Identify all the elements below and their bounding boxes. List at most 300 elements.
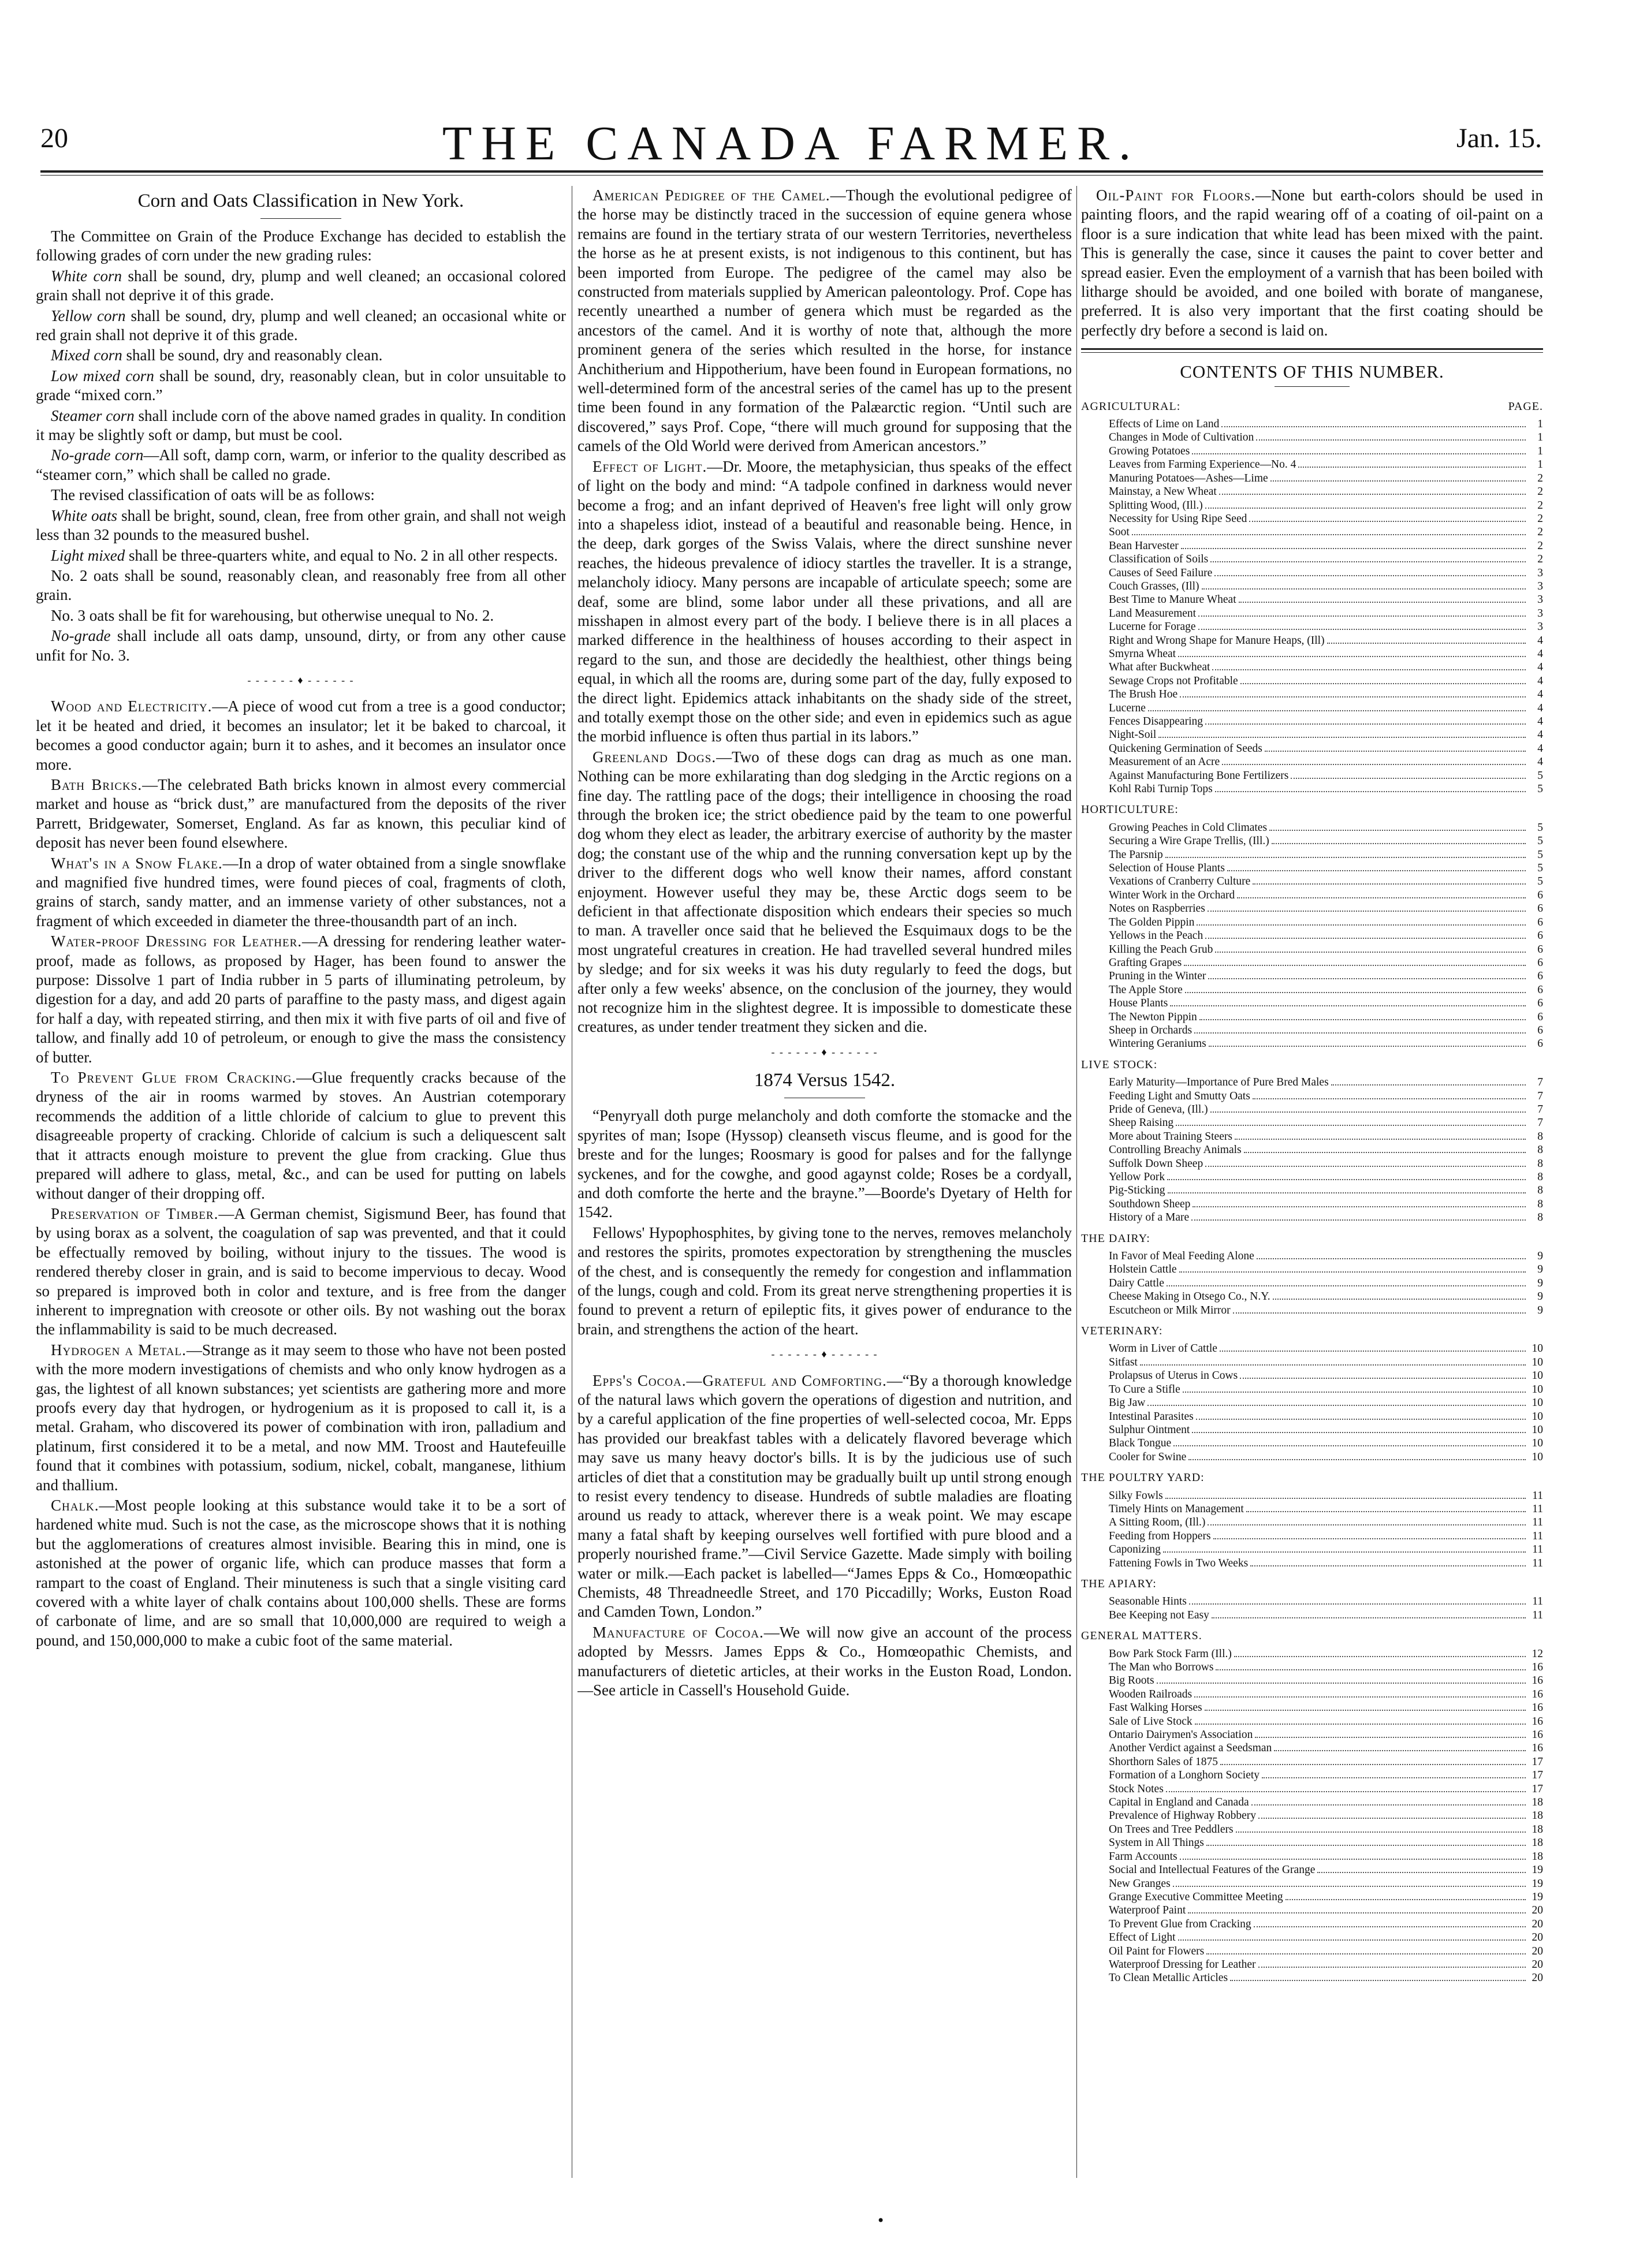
- dot-leader: [1205, 938, 1526, 939]
- contents-entry: [1081, 956, 1543, 969]
- entry-page: 16: [1532, 1661, 1543, 1673]
- entry-page: 10: [1532, 1437, 1543, 1450]
- entry-title: Necessity for Using Ripe Seed: [1109, 512, 1247, 525]
- dot-leader: [1235, 1139, 1526, 1140]
- contents-entry: [1081, 1782, 1543, 1796]
- entry-title: Securing a Wire Grape Trellis, (Ill.): [1109, 835, 1269, 848]
- item-title: Preservation of Timber.: [51, 1204, 219, 1222]
- entry-page: 6: [1537, 997, 1543, 1010]
- contents-entry: [1081, 1342, 1543, 1355]
- article-paragraph: “Penyryall doth purge melancholy and doth comforte the stomacke and the spyrites of man; Isope (Hyssop) cleanseth viscus fleume, and is good for the breste and for the lunges; Roosmary is good for palses and for the fallynge syckenes, and for the cowghe, and good agaynst colde; Roses be a cordyall, and doth comforte the herte and the brayne.”—Boorde's Dyetary of Helth for 1542.: [577, 1107, 1072, 1221]
- contents-entry: [1081, 688, 1543, 701]
- heading-rule: [260, 218, 341, 219]
- dot-leader: [1188, 1459, 1526, 1460]
- contents-entry: [1081, 1383, 1543, 1396]
- dot-leader: [1179, 1271, 1526, 1273]
- news-item: [36, 932, 566, 1067]
- entry-page: 18: [1532, 1823, 1543, 1836]
- section-name: THE POULTRY YARD:: [1081, 1471, 1205, 1484]
- entry-page: 8: [1537, 1184, 1543, 1197]
- news-item: [36, 1496, 566, 1650]
- dot-leader: [1220, 1351, 1526, 1352]
- contents-entry: [1081, 1769, 1543, 1782]
- dot-leader: [1265, 751, 1526, 752]
- entry-title: A Sitting Room, (Ill.): [1109, 1516, 1206, 1529]
- entry-title: Early Maturity—Importance of Pure Bred Males: [1109, 1076, 1329, 1089]
- page-column-label: PAGE.: [1508, 400, 1543, 413]
- item-text: —The celebrated Bath bricks known in almost every commercial market and house as “brick dust,” are manufactured from the deposits of the river Parrett, Bridgewater, Somerset, England. As far as known, this peculiar kind of deposit has never been found elsewhere.: [36, 775, 566, 852]
- entry-title: Fattening Fowls in Two Weeks: [1109, 1557, 1249, 1569]
- contents-entry: [1081, 1450, 1543, 1464]
- entry-page: 18: [1532, 1837, 1543, 1849]
- contents-entry: [1081, 1277, 1543, 1290]
- contents-entry: [1081, 1024, 1543, 1037]
- dot-leader: [1157, 1683, 1526, 1684]
- dot-leader: [1244, 1152, 1526, 1153]
- contents-entry: [1081, 1688, 1543, 1701]
- dot-leader: [1222, 764, 1526, 765]
- contents-entry: [1081, 834, 1543, 848]
- contents-entry: [1081, 1755, 1543, 1769]
- dot-leader: [1181, 548, 1526, 549]
- dot-leader: [1184, 965, 1526, 966]
- contents-entry: [1081, 1728, 1543, 1741]
- contents-entry: [1081, 1877, 1543, 1890]
- dot-leader: [1166, 1791, 1526, 1792]
- contents-section: [1081, 1322, 1543, 1341]
- dot-leader: [1258, 1818, 1526, 1819]
- dot-leader: [1240, 683, 1526, 684]
- entry-title: The Brush Hoe: [1109, 688, 1178, 701]
- dot-leader: [1194, 1696, 1526, 1698]
- entry-title: Ontario Dairymen's Association: [1109, 1729, 1253, 1741]
- paragraph-text: shall be bright, sound, clean, free from other grain, and shall not weigh less than 32 pounds to the measured bushel.: [36, 506, 566, 544]
- entry-title: To Cure a Stifle: [1109, 1383, 1180, 1396]
- entry-title: Worm in Liver of Cattle: [1109, 1342, 1217, 1355]
- contents-entry: [1081, 1211, 1543, 1224]
- paragraph-text: —All soft, damp corn, warm, or inferior to the quality described as “steamer corn,” which shall be called no grade.: [36, 446, 566, 483]
- item-text: —In a drop of water obtained from a single snowflake and magnified five hundred times, were found pieces of coal, fragments of cloth, grains of starch, sandy matter, and an immense variety of other substances, not a fragment of which exceeded in diameter the three-thousandth part of an inch.: [36, 854, 566, 930]
- entry-title: To Prevent Glue from Cracking: [1109, 1918, 1251, 1930]
- article-heading: Corn and Oats Classification in New York.: [137, 191, 464, 211]
- contents-entry: [1081, 1037, 1543, 1050]
- dot-leader: [1173, 1445, 1526, 1446]
- paragraph-text: The Committee on Grain of the Produce Exchange has decided to establish the following grades of corn under the new grading rules:: [36, 227, 566, 264]
- dot-leader: [1140, 1364, 1526, 1366]
- entry-page: 3: [1537, 594, 1543, 606]
- entry-page: 4: [1537, 647, 1543, 660]
- entry-page: 10: [1532, 1423, 1543, 1436]
- dot-leader: [1188, 1912, 1526, 1913]
- dot-leader: [1257, 1258, 1526, 1259]
- entry-title: Formation of a Longhorn Society: [1109, 1769, 1260, 1782]
- dot-leader: [1148, 710, 1526, 711]
- entry-title: Sheep Raising: [1109, 1117, 1174, 1129]
- entry-page: 4: [1537, 688, 1543, 701]
- entry-title: Grange Executive Committee Meeting: [1109, 1890, 1283, 1903]
- dot-leader: [1163, 1551, 1526, 1553]
- paragraph-text: shall be sound, dry, plump and well cleaned; an occasional colored grain shall not deprive it of this grade.: [36, 267, 566, 304]
- entry-title: Southdown Sheep: [1109, 1198, 1191, 1210]
- entry-page: 5: [1537, 769, 1543, 782]
- dot-leader: [1216, 1669, 1526, 1670]
- dot-leader: [1255, 1737, 1526, 1738]
- contents-rule: [1275, 386, 1350, 387]
- article-paragraph: [36, 346, 566, 365]
- dot-leader: [1193, 1206, 1526, 1207]
- dot-leader: [1199, 1019, 1526, 1020]
- contents-entry: [1081, 969, 1543, 983]
- item-title: Epps's Cocoa.—Grateful and Comforting.: [593, 1371, 887, 1389]
- dot-leader: [1250, 1565, 1526, 1566]
- entry-title: The Golden Pippin: [1109, 916, 1195, 928]
- entry-title: Right and Wrong Shape for Manure Heaps, (Ill): [1109, 634, 1325, 647]
- dot-leader: [1192, 453, 1526, 454]
- dot-leader: [1270, 480, 1526, 482]
- dot-leader: [1158, 737, 1526, 738]
- item-title: Bath Bricks.: [51, 775, 143, 793]
- entry-page: 4: [1537, 674, 1543, 687]
- contents-entry: [1081, 607, 1543, 620]
- entry-page: 19: [1532, 1877, 1543, 1890]
- entry-title: Sheep in Orchards: [1109, 1024, 1193, 1036]
- dot-leader: [1189, 1603, 1526, 1605]
- dot-leader: [1256, 439, 1526, 441]
- item-title: Wood and Electricity.: [51, 697, 213, 715]
- paragraph-text: shall be sound, dry, plump and well cleaned; an occasional white or red grain shall not deprive it of this grade.: [36, 307, 566, 344]
- entry-title: Farm Accounts: [1109, 1850, 1178, 1863]
- entry-page: 6: [1537, 1024, 1543, 1036]
- grade-name: Steamer corn: [51, 406, 135, 424]
- entry-page: 6: [1537, 1010, 1543, 1023]
- news-item: [36, 775, 566, 853]
- entry-page: 11: [1532, 1489, 1543, 1502]
- contents-entry: [1081, 1836, 1543, 1849]
- item-title: Chalk.: [51, 1497, 99, 1514]
- entry-title: New Granges: [1109, 1877, 1171, 1890]
- entry-page: 16: [1532, 1674, 1543, 1687]
- entry-page: 5: [1537, 848, 1543, 861]
- news-item: [577, 457, 1072, 747]
- contents-entry: [1081, 1971, 1543, 1984]
- entry-title: Controlling Breachy Animals: [1109, 1144, 1242, 1157]
- news-item: [577, 748, 1072, 1037]
- entry-page: 9: [1537, 1304, 1543, 1316]
- entry-page: 20: [1532, 1931, 1543, 1944]
- contents-entry: [1081, 485, 1543, 498]
- contents-entry: [1081, 889, 1543, 902]
- contents-entry: [1081, 1423, 1543, 1437]
- contents-entry: [1081, 458, 1543, 471]
- dot-leader: [1230, 1980, 1526, 1981]
- entry-page: 17: [1532, 1755, 1543, 1768]
- entry-title: Yellows in the Peach: [1109, 930, 1203, 942]
- entry-page: 4: [1537, 702, 1543, 714]
- entry-page: 4: [1537, 742, 1543, 755]
- contents-entry: [1081, 1904, 1543, 1917]
- contents-entry: [1081, 539, 1543, 553]
- contents-entry: [1081, 1609, 1543, 1622]
- entry-page: 5: [1537, 783, 1543, 796]
- dot-leader: [1212, 1617, 1526, 1618]
- contents-entry: [1081, 417, 1543, 431]
- dot-leader: [1212, 669, 1526, 670]
- dot-leader: [1168, 1192, 1526, 1193]
- entry-page: 2: [1537, 526, 1543, 539]
- paragraph-text: shall be sound, dry and reasonably clean.: [122, 346, 383, 364]
- article-paragraph: [36, 566, 566, 605]
- entry-title: Prevalence of Highway Robbery: [1109, 1810, 1257, 1822]
- dot-leader: [1215, 952, 1526, 953]
- entry-page: 2: [1537, 553, 1543, 566]
- contents-entry: [1081, 1701, 1543, 1714]
- entry-page: 20: [1532, 1904, 1543, 1917]
- contents-entry: [1081, 1823, 1543, 1836]
- dot-leader: [1191, 1219, 1526, 1221]
- entry-title: Winter Work in the Orchard: [1109, 889, 1235, 901]
- dot-leader: [1285, 1899, 1526, 1900]
- entry-title: More about Training Steers: [1109, 1130, 1232, 1143]
- article-heading: 1874 Versus 1542.: [754, 1070, 896, 1091]
- contents-entry: [1081, 1715, 1543, 1728]
- contents-entry: [1081, 1958, 1543, 1971]
- entry-page: 6: [1537, 916, 1543, 928]
- entry-page: 17: [1532, 1782, 1543, 1795]
- section-name: AGRICULTURAL:: [1081, 400, 1181, 413]
- dot-leader: [1180, 1859, 1526, 1860]
- entry-title: Growing Potatoes: [1109, 445, 1190, 457]
- contents-entry: [1081, 769, 1543, 782]
- dot-leader: [1194, 1032, 1526, 1034]
- dot-leader: [1237, 897, 1526, 898]
- dot-leader: [1196, 1419, 1526, 1420]
- entry-title: Pruning in the Winter: [1109, 970, 1206, 983]
- entry-title: Waterproof Paint: [1109, 1904, 1186, 1917]
- entry-page: 19: [1532, 1890, 1543, 1903]
- entry-page: 20: [1532, 1972, 1543, 1984]
- entry-page: 4: [1537, 661, 1543, 674]
- column-middle: [577, 186, 1072, 2178]
- contents-entry: [1081, 1103, 1543, 1116]
- entry-page: 6: [1537, 1038, 1543, 1050]
- entry-title: Escutcheon or Milk Mirror: [1109, 1304, 1231, 1316]
- entry-title: Causes of Seed Failure: [1109, 566, 1213, 579]
- footer-mark: •: [877, 2213, 885, 2229]
- contents-entry: [1081, 566, 1543, 580]
- entry-page: 11: [1532, 1530, 1543, 1542]
- entry-page: 11: [1532, 1609, 1543, 1621]
- dot-leader: [1167, 1179, 1526, 1180]
- dot-leader: [1239, 602, 1526, 603]
- dot-leader: [1253, 1098, 1526, 1099]
- entry-page: 3: [1537, 621, 1543, 633]
- entry-title: Fences Disappearing: [1109, 715, 1203, 728]
- entry-title: Splitting Wood, (Ill.): [1109, 499, 1203, 512]
- contents-entry: [1081, 1130, 1543, 1143]
- entry-title: Bean Harvester: [1109, 539, 1179, 552]
- contents-entry: [1081, 1437, 1543, 1450]
- entry-page: 3: [1537, 607, 1543, 620]
- entry-page: 17: [1532, 1769, 1543, 1782]
- dot-leader: [1206, 1845, 1526, 1846]
- contents-entry: [1081, 1143, 1543, 1157]
- entry-title: Against Manufacturing Bone Fertilizers: [1109, 769, 1289, 782]
- contents-entry: [1081, 1157, 1543, 1170]
- dot-leader: [1262, 1777, 1526, 1778]
- dot-leader: [1147, 1405, 1526, 1406]
- entry-page: 9: [1537, 1290, 1543, 1303]
- entry-title: Notes on Raspberries: [1109, 902, 1205, 915]
- entry-page: 8: [1537, 1171, 1543, 1183]
- entry-page: 4: [1537, 729, 1543, 741]
- dot-leader: [1205, 723, 1526, 725]
- entry-title: Timely Hints on Management: [1109, 1502, 1244, 1515]
- entry-title: Soot: [1109, 526, 1130, 539]
- dot-leader: [1291, 778, 1526, 779]
- contents-entry: [1081, 702, 1543, 715]
- paragraph-text: shall be sound, dry, reasonably clean, but in color unsuitable to grade “mixed corn.”: [36, 367, 566, 404]
- entry-page: 20: [1532, 1945, 1543, 1957]
- entry-page: 8: [1537, 1157, 1543, 1170]
- contents-entry: [1081, 1356, 1543, 1369]
- contents-entry: [1081, 1863, 1543, 1877]
- dot-leader: [1215, 791, 1526, 792]
- article-paragraph: [36, 227, 566, 266]
- entry-title: Wooden Railroads: [1109, 1688, 1193, 1700]
- contents-entry: [1081, 1304, 1543, 1317]
- dot-leader: [1258, 1967, 1526, 1968]
- entry-title: Land Measurement: [1109, 607, 1197, 620]
- entry-title: Couch Grasses, (Ill): [1109, 580, 1199, 592]
- entry-page: 1: [1537, 445, 1543, 457]
- dot-leader: [1272, 843, 1526, 844]
- header-rule-thin: [40, 175, 1543, 176]
- entry-page: 1: [1537, 458, 1543, 471]
- entry-page: 10: [1532, 1410, 1543, 1423]
- entry-page: 8: [1537, 1198, 1543, 1210]
- entry-page: 4: [1537, 715, 1543, 728]
- article-paragraph: [36, 486, 566, 505]
- contents-entry: [1081, 620, 1543, 633]
- dot-leader: [1170, 1005, 1526, 1006]
- entry-title: Fast Walking Horses: [1109, 1702, 1202, 1714]
- entry-page: 18: [1532, 1850, 1543, 1863]
- contents-entry: [1081, 848, 1543, 861]
- entry-title: Effect of Light: [1109, 1931, 1176, 1944]
- entry-title: Changes in Mode of Cultivation: [1109, 431, 1254, 444]
- entry-title: Night-Soil: [1109, 729, 1157, 741]
- entry-title: Best Time to Manure Wheat: [1109, 594, 1236, 606]
- entry-title: History of a Mare: [1109, 1211, 1190, 1224]
- entry-title: Waterproof Dressing for Leather: [1109, 1958, 1256, 1971]
- contents-entry: [1081, 1516, 1543, 1529]
- contents-entry: [1081, 1249, 1543, 1263]
- dot-leader: [1206, 1953, 1526, 1954]
- item-title: To Prevent Glue from Cracking.: [51, 1069, 297, 1087]
- dot-leader: [1183, 1392, 1526, 1393]
- dot-leader: [1327, 643, 1526, 644]
- contents-entry: [1081, 983, 1543, 997]
- dot-leader: [1202, 588, 1526, 590]
- dot-leader: [1165, 1498, 1526, 1499]
- contents-entry: [1081, 861, 1543, 875]
- entry-page: 8: [1537, 1144, 1543, 1157]
- dot-leader: [1246, 1511, 1526, 1512]
- dot-leader: [1165, 857, 1526, 858]
- entry-page: 16: [1532, 1688, 1543, 1700]
- contents-entry: [1081, 916, 1543, 929]
- news-item: [36, 1068, 566, 1203]
- paragraph-text: shall include all oats damp, unsound, dirty, or from any other cause unfit for No. 3.: [36, 627, 566, 664]
- news-item: [577, 186, 1072, 456]
- entry-page: 7: [1537, 1117, 1543, 1129]
- entry-title: Cooler for Swine: [1109, 1450, 1187, 1463]
- dot-leader: [1253, 883, 1526, 885]
- dot-leader: [1198, 629, 1526, 630]
- entry-page: 2: [1537, 486, 1543, 498]
- contents-entry: [1081, 1396, 1543, 1409]
- article-paragraph: [36, 626, 566, 665]
- item-text: —Strange as it may seem to those who have not been posted with the more modern investigations of chemists and who only know hydrogen as a gas, the lightest of all known substances; yet scientists are gathering more and more proofs every day that hydrogen, or hydrogenium as it is proposed to call it, is a metal. Graham, who discovered its power of combination with iron, palladium and platinum, first considered it to be a metal, and now MM. Troost and Hautefeuille found that it combines with potassium, sodium, nickel, cobalt, manganese, lithium and thallium.: [36, 1341, 566, 1494]
- dot-leader: [1220, 1764, 1526, 1765]
- item-title: Hydrogen a Metal.: [51, 1341, 187, 1359]
- dot-leader: [1178, 1939, 1526, 1941]
- dot-leader: [1249, 521, 1526, 522]
- contents-entry: [1081, 499, 1543, 512]
- contents-entry: [1081, 1945, 1543, 1958]
- contents-entry: [1081, 1198, 1543, 1211]
- contents-entry: [1081, 647, 1543, 661]
- article-paragraph: [36, 307, 566, 345]
- entry-page: 11: [1532, 1595, 1543, 1608]
- dot-leader: [1209, 1046, 1526, 1047]
- entry-title: Wintering Geraniums: [1109, 1038, 1206, 1050]
- entry-title: Vexations of Cranberry Culture: [1109, 875, 1251, 888]
- contents-entry: [1081, 1263, 1543, 1276]
- article-paragraph: [36, 506, 566, 545]
- contents-entry: [1081, 580, 1543, 593]
- entry-page: 9: [1537, 1263, 1543, 1276]
- entry-title: Grafting Grapes: [1109, 956, 1182, 969]
- article-paragraph: Fellows' Hypophosphites, by giving tone to the nerves, removes melancholy and restores the spirits, promotes expectoration by strengthening the muscles of the chest, and is consequently the remedy for congestion and inflammation of the lungs, cough and cold. From its great nerve strengthening properties it is found to prevent a return of epileptic fits, it gives power of endurance to the brain, and strengthens the action of the heart.: [577, 1223, 1072, 1338]
- entry-page: 8: [1537, 1130, 1543, 1143]
- entry-page: 10: [1532, 1383, 1543, 1396]
- contents-entry: [1081, 1290, 1543, 1303]
- dot-leader: [1298, 467, 1526, 468]
- entry-title: Pride of Geneva, (Ill.): [1109, 1103, 1208, 1116]
- page-header: [40, 115, 1542, 179]
- entry-page: 18: [1532, 1810, 1543, 1822]
- item-text: —A piece of wood cut from a tree is a good conductor; let it be heated and dried, it becomes an insulator; let it be baked to charcoal, it becomes a good conductor again; burn it to ashes, and it becomes an insulator once more.: [36, 697, 566, 773]
- contents-entry: [1081, 821, 1543, 834]
- entry-page: 6: [1537, 983, 1543, 996]
- entry-title: In Favor of Meal Feeding Alone: [1109, 1250, 1254, 1263]
- dot-leader: [1192, 1432, 1526, 1433]
- dot-leader: [1213, 1538, 1526, 1539]
- dot-leader: [1167, 1285, 1526, 1286]
- dot-leader: [1274, 1750, 1526, 1751]
- grade-name: White corn: [51, 267, 122, 285]
- contents-entry: [1081, 1502, 1543, 1516]
- item-text: —Two of these dogs can drag as much as one man. Nothing can be more exhilarating than dog sledging in the Arctic regions on a fine day. The rattling pace of the dogs; their intelligence in choosing the road through the broken ice; the strict obedience paid by the team to one powerful dog whom they elect as leader, the arbitrary exercise of authority by the master dog; the constant use of the whip and the running conversation kept up by the driver to the different dogs who well know their names, afford constant enjoyment. However useful they may be, these Arctic dogs seem to be deficient in that affectionate disposition which endears their species so much to man. A traveller once said that he believed the Esquimaux dogs to be the most ungrateful creatures in creation. He had travelled several hundred miles by sledge; and for six weeks it was his duty regularly to feed the dogs, but after only a few weeks' absence, on the conclusion of the journey, they would not recognize him in the slightest degree. It is impossible to domesticate these creatures, as under tender treatment they sicken and die.: [577, 748, 1072, 1036]
- ornament-divider: - - - - - - ♦ - - - - - -: [771, 1348, 878, 1360]
- dot-leader: [1236, 1831, 1526, 1833]
- contents-entry: [1081, 1543, 1543, 1556]
- dot-leader: [1210, 1111, 1526, 1113]
- entry-page: 5: [1537, 821, 1543, 834]
- contents-entry: [1081, 875, 1543, 888]
- entry-title: Feeding Light and Smutty Oats: [1109, 1090, 1250, 1102]
